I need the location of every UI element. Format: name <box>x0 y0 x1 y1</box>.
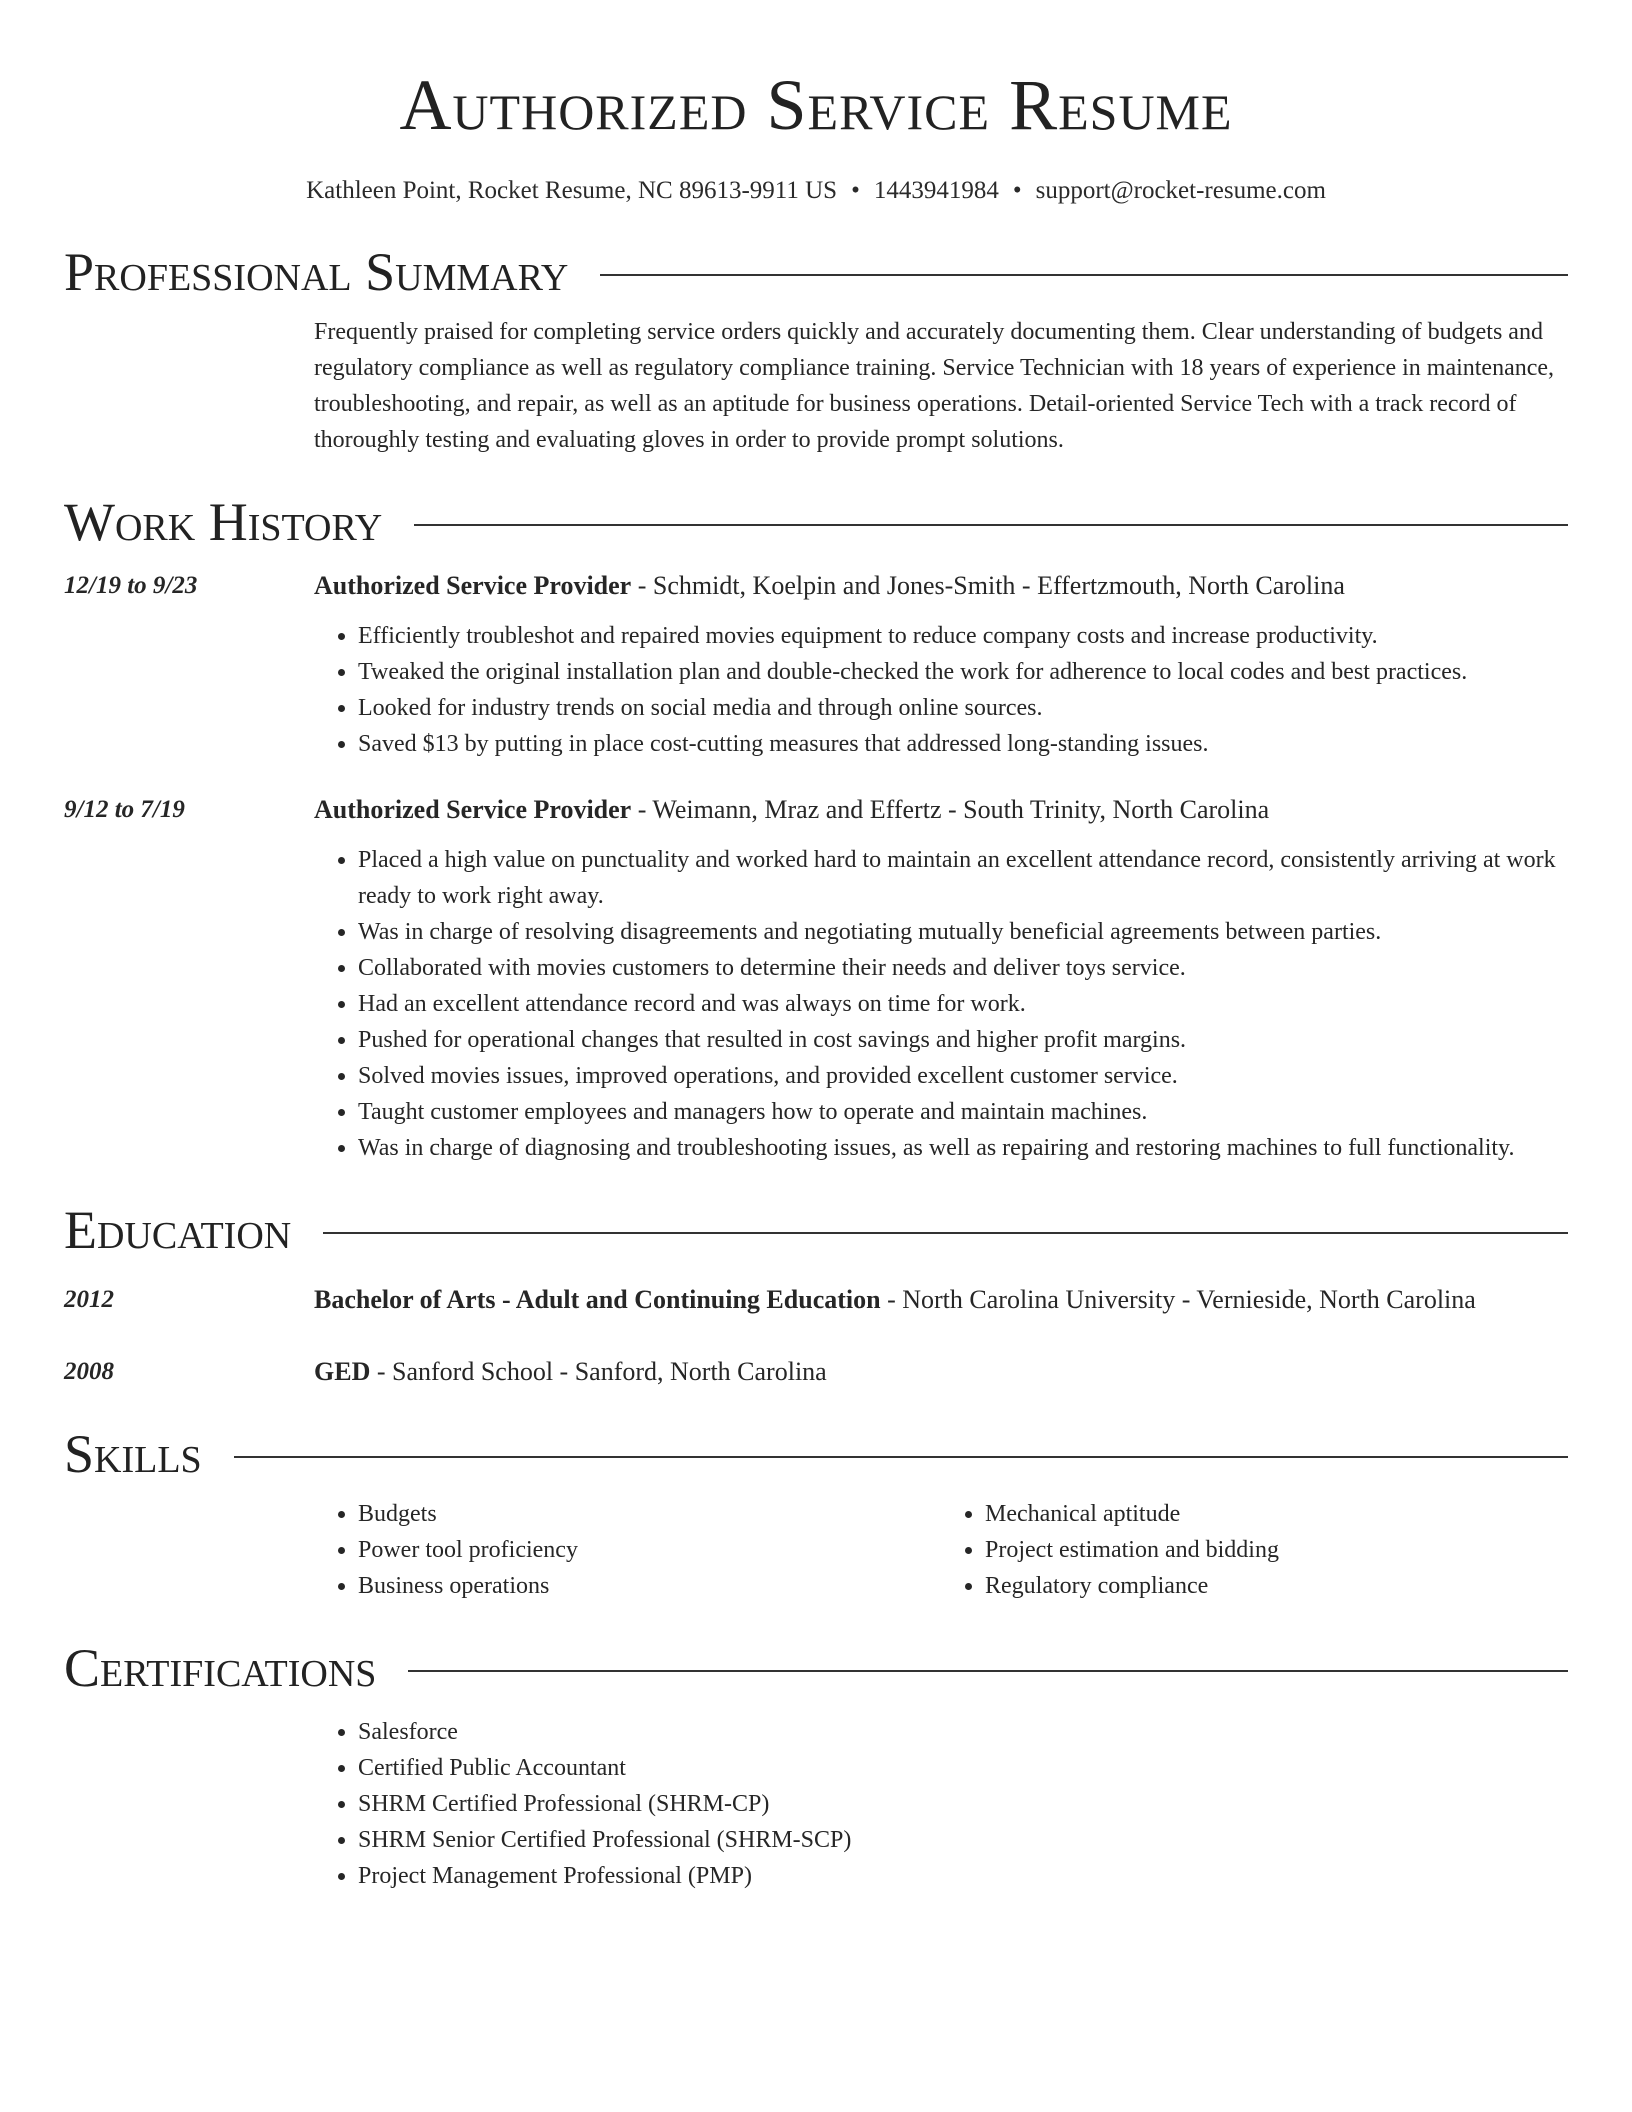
work-history-section-title: Work History <box>64 492 383 552</box>
certifications-section-title: Certifications <box>64 1638 377 1698</box>
education-entry <box>64 1282 1568 1318</box>
education-school-location: - North Carolina University - Vernieside, North Carolina <box>880 1285 1476 1314</box>
certification-item: • SHRM Senior Certified Professional (SHRM-SCP) <box>358 1822 1568 1858</box>
skills-section-title: Skills <box>64 1424 202 1484</box>
section-divider <box>323 1232 1568 1234</box>
education-section-title: Education <box>64 1200 292 1260</box>
contact-separator: • <box>1012 177 1022 204</box>
section-divider <box>234 1456 1568 1458</box>
contact-email: support@rocket-resume.com <box>1035 177 1326 204</box>
education-degree: Bachelor of Arts - Adult and Continuing Education <box>314 1285 881 1314</box>
section-divider <box>408 1670 1568 1672</box>
job-duty: • Taught customer employees and managers how to operate and maintain machines. <box>358 1094 1568 1130</box>
job-duty: • Had an excellent attendance record and was always on time for work. <box>358 986 1568 1022</box>
certification-item: • Certified Public Accountant <box>358 1750 1568 1786</box>
skill-item: • Mechanical aptitude <box>985 1496 1568 1532</box>
education-entry <box>64 1354 1568 1390</box>
certifications-list <box>314 1714 1568 1894</box>
job-duty: • Was in charge of diagnosing and troubleshooting issues, as well as repairing and restoring machines to full functionality. <box>358 1130 1568 1166</box>
summary-section-header <box>64 240 1568 304</box>
contact-address: Kathleen Point, Rocket Resume, NC 89613-9911 US <box>306 177 838 204</box>
section-divider <box>600 274 1568 276</box>
contact-line <box>64 174 1568 208</box>
summary-text: Frequently praised for completing service orders quickly and accurately documenting them. Clear understanding of budgets and regulatory compliance as well as regulatory compliance training. Service Technician with 18 years of experience in maintenance, troubleshooting, and repair, as well as an aptitude for business operations. Detail-oriented Service Tech with a track record of thoroughly testing and evaluating gloves in order to provide prompt solutions. <box>314 319 1555 453</box>
job-duty: • Placed a high value on punctuality and worked hard to maintain an excellent attendance record, consistently arriving at work ready to work right away. <box>358 842 1568 914</box>
job-duty: • Solved movies issues, improved operations, and provided excellent customer service. <box>358 1058 1568 1094</box>
education-degree: GED <box>314 1357 371 1386</box>
job-duty: • Pushed for operational changes that resulted in cost savings and higher profit margins. <box>358 1022 1568 1058</box>
job-duty: • Saved $13 by putting in place cost-cutting measures that addressed long-standing issues. <box>358 726 1568 762</box>
job-entry <box>64 568 1568 762</box>
certifications-section-header <box>64 1636 1568 1700</box>
job-duties-list <box>314 618 1568 762</box>
summary-row <box>64 314 1568 458</box>
job-position: Authorized Service Provider <box>314 571 632 600</box>
resume-title: Authorized Service Resume <box>399 65 1233 145</box>
job-duty: • Was in charge of resolving disagreements and negotiating mutually beneficial agreements between parties. <box>358 914 1568 950</box>
job-duty: • Looked for industry trends on social media and through online sources. <box>358 690 1568 726</box>
job-duty: • Efficiently troubleshot and repaired movies equipment to reduce company costs and increase productivity. <box>358 618 1568 654</box>
skill-item: • Business operations <box>358 1568 941 1604</box>
education-section-header <box>64 1198 1568 1262</box>
job-duties-list <box>314 842 1568 1166</box>
job-employer-location: - Weimann, Mraz and Effertz - South Trinity, North Carolina <box>631 795 1270 824</box>
job-position: Authorized Service Provider <box>314 795 632 824</box>
job-dates: 12/19 to 9/23 <box>64 572 198 599</box>
education-year: 2008 <box>64 1358 114 1385</box>
job-entry <box>64 792 1568 1166</box>
education-school-location: - Sanford School - Sanford, North Carolina <box>370 1357 827 1386</box>
education-year: 2012 <box>64 1286 114 1313</box>
work-history-section-header <box>64 490 1568 554</box>
job-employer-location: - Schmidt, Koelpin and Jones-Smith - Effertzmouth, North Carolina <box>631 571 1345 600</box>
section-divider <box>414 524 1568 526</box>
job-title-line <box>314 568 1568 604</box>
skill-item: • Project estimation and bidding <box>985 1532 1568 1568</box>
skill-item: • Power tool proficiency <box>358 1532 941 1568</box>
certification-item: • Salesforce <box>358 1714 1568 1750</box>
skill-item: • Regulatory compliance <box>985 1568 1568 1604</box>
skill-item: • Budgets <box>358 1496 941 1532</box>
certifications-row <box>64 1700 1568 1894</box>
skills-grid <box>314 1496 1568 1604</box>
skills-section-header <box>64 1422 1568 1486</box>
summary-section-title: Professional Summary <box>64 242 569 302</box>
skills-list-right <box>941 1496 1568 1604</box>
contact-phone: 1443941984 <box>873 177 999 204</box>
skills-row <box>64 1486 1568 1604</box>
job-duty: • Tweaked the original installation plan and double-checked the work for adherence to local codes and best practices. <box>358 654 1568 690</box>
skills-list-left <box>314 1496 941 1604</box>
certification-item: • Project Management Professional (PMP) <box>358 1858 1568 1894</box>
job-duty: • Collaborated with movies customers to determine their needs and deliver toys service. <box>358 950 1568 986</box>
contact-separator: • <box>851 177 860 204</box>
job-dates: 9/12 to 7/19 <box>64 796 185 823</box>
job-title-line <box>314 792 1568 828</box>
certification-item: • SHRM Certified Professional (SHRM-CP) <box>358 1786 1568 1822</box>
